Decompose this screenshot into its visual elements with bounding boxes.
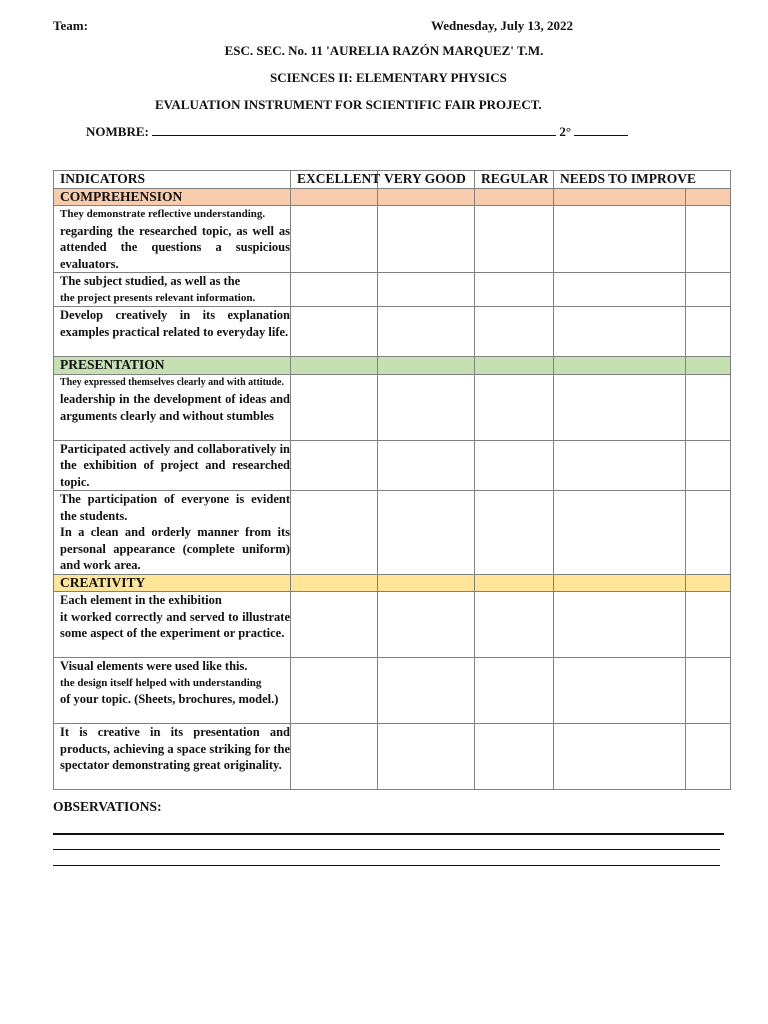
- rating-cell[interactable]: [554, 273, 686, 307]
- indicator-text: Participated actively and collaboratively in the exhibition of project and researched topic.: [60, 441, 290, 489]
- rating-cell[interactable]: [554, 440, 686, 491]
- rating-cell[interactable]: [686, 658, 731, 724]
- rating-cell[interactable]: [378, 374, 475, 440]
- rating-cell[interactable]: [475, 374, 554, 440]
- rating-cell[interactable]: [378, 724, 475, 790]
- table-row: [54, 273, 731, 307]
- indicator-text: Visual elements were used like this.: [60, 659, 248, 673]
- indicator-text: leadership in the development of ideas and arguments clearly and without stumbles: [60, 392, 290, 423]
- rating-cell[interactable]: [686, 307, 731, 357]
- rating-cell[interactable]: [378, 440, 475, 491]
- rating-cell[interactable]: [554, 724, 686, 790]
- indicator-text: the design itself helped with understanding: [60, 676, 262, 689]
- rating-cell[interactable]: [554, 592, 686, 658]
- rating-cell[interactable]: [475, 658, 554, 724]
- section-label-presentation: PRESENTATION: [54, 357, 291, 375]
- rating-cell[interactable]: [686, 440, 731, 491]
- team-label: Team:: [53, 18, 88, 33]
- indicator-cell: [54, 440, 291, 491]
- rating-cell[interactable]: [686, 374, 731, 440]
- rating-cell[interactable]: [686, 724, 731, 790]
- rating-cell[interactable]: [291, 273, 378, 307]
- indicator-text: it worked correctly and served to illustrate some aspect of the experiment or practice.: [60, 609, 290, 640]
- school-name: ESC. SEC. No. 11 'AURELIA RAZÓN MARQUEZ' T.M.: [224, 43, 544, 58]
- rating-cell[interactable]: [378, 658, 475, 724]
- table-row: [54, 307, 731, 357]
- rating-cell[interactable]: [378, 206, 475, 273]
- instrument-title: EVALUATION INSTRUMENT FOR SCIENTIFIC FAIR PROJECT.: [155, 97, 542, 112]
- table-row: [54, 491, 731, 575]
- rating-cell[interactable]: [378, 307, 475, 357]
- table-row: [54, 374, 731, 440]
- rating-cell[interactable]: [475, 440, 554, 491]
- indicator-text: In a clean and orderly manner from its personal appearance (complete uniform) and work area.: [60, 525, 290, 572]
- indicator-text: Develop creatively in its explanation examples practical related to everyday life.: [60, 308, 290, 339]
- rating-cell[interactable]: [378, 491, 475, 575]
- indicator-text: Each element in the exhibition: [60, 593, 222, 607]
- section-row-comprehension: [54, 188, 731, 206]
- rating-cell[interactable]: [686, 273, 731, 307]
- rating-cell[interactable]: [475, 307, 554, 357]
- table-header-row: [54, 171, 731, 189]
- observation-line[interactable]: [53, 833, 724, 835]
- rating-cell[interactable]: [291, 440, 378, 491]
- date-text: Wednesday, July 13, 2022: [431, 18, 573, 33]
- grade-blank[interactable]: [574, 124, 628, 136]
- rating-cell[interactable]: [291, 374, 378, 440]
- indicator-text: of your topic. (Sheets, brochures, model.): [60, 692, 279, 706]
- rating-cell[interactable]: [475, 724, 554, 790]
- indicator-text: The participation of everyone is evident the students.: [60, 492, 290, 523]
- rating-cell[interactable]: [378, 273, 475, 307]
- indicator-cell: [54, 206, 291, 273]
- table-row: [54, 440, 731, 491]
- section-row-creativity: [54, 574, 731, 592]
- indicator-text: It is creative in its presentation and products, achieving a space striking for the spectator demonstrating great originality.: [60, 725, 290, 772]
- rating-cell[interactable]: [475, 491, 554, 575]
- column-header-regular: REGULAR: [475, 171, 554, 189]
- name-label: NOMBRE:: [86, 124, 149, 139]
- column-header-needs-to-improve: NEEDS TO IMPROVE: [554, 171, 731, 189]
- rating-cell[interactable]: [475, 592, 554, 658]
- rating-cell[interactable]: [475, 206, 554, 273]
- rating-cell[interactable]: [686, 592, 731, 658]
- indicator-text: the project presents relevant information.: [60, 291, 256, 304]
- rating-cell[interactable]: [475, 273, 554, 307]
- table-row: [54, 206, 731, 273]
- rating-cell[interactable]: [554, 206, 686, 273]
- section-row-presentation: [54, 357, 731, 375]
- section-label-comprehension: COMPREHENSION: [54, 188, 291, 206]
- table-row: [54, 658, 731, 724]
- table-row: [54, 724, 731, 790]
- indicator-text: They demonstrate reflective understanding.: [60, 208, 266, 220]
- indicator-cell: [54, 307, 291, 357]
- rating-cell[interactable]: [554, 491, 686, 575]
- rating-cell[interactable]: [291, 658, 378, 724]
- table-row: [54, 592, 731, 658]
- indicator-text: regarding the researched topic, as well as attended the questions a suspicious evaluators.: [60, 223, 290, 271]
- rating-cell[interactable]: [686, 491, 731, 575]
- evaluation-table: [53, 170, 731, 790]
- column-header-very-good: VERY GOOD: [378, 171, 475, 189]
- indicator-text: They expressed themselves clearly and with attitude.: [60, 376, 284, 388]
- observations-label: OBSERVATIONS:: [53, 799, 162, 814]
- rating-cell[interactable]: [378, 592, 475, 658]
- rating-cell[interactable]: [554, 374, 686, 440]
- indicator-cell: [54, 273, 291, 307]
- indicator-cell: [54, 374, 291, 440]
- name-blank[interactable]: [152, 124, 556, 136]
- column-header-indicators: INDICATORS: [54, 171, 291, 189]
- rating-cell[interactable]: [291, 206, 378, 273]
- grade-label: 2°: [559, 124, 572, 139]
- column-header-excellent: EXCELLENT: [291, 171, 378, 189]
- indicator-text: The subject studied, as well as the: [60, 274, 241, 288]
- subject-title: SCIENCES II: ELEMENTARY PHYSICS: [270, 70, 507, 85]
- name-line: [86, 124, 628, 140]
- rating-cell[interactable]: [291, 724, 378, 790]
- observation-line[interactable]: [53, 849, 720, 850]
- indicator-cell: [54, 724, 291, 790]
- observation-line[interactable]: [53, 865, 720, 866]
- rating-cell[interactable]: [291, 307, 378, 357]
- indicator-cell: [54, 491, 291, 575]
- rating-cell[interactable]: [291, 491, 378, 575]
- indicator-cell: [54, 658, 291, 724]
- section-label-creativity: CREATIVITY: [54, 574, 291, 592]
- rating-cell[interactable]: [291, 592, 378, 658]
- rating-cell[interactable]: [554, 307, 686, 357]
- rating-cell[interactable]: [686, 206, 731, 273]
- indicator-cell: [54, 592, 291, 658]
- rating-cell[interactable]: [554, 658, 686, 724]
